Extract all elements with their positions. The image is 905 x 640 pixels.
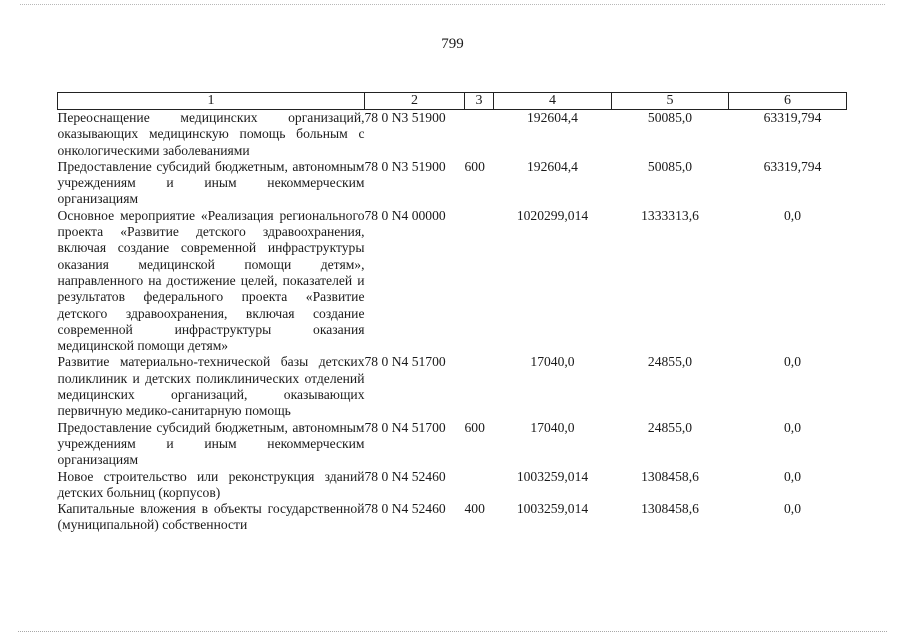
row-expense-type: 600: [464, 158, 485, 174]
row-expense-type: [465, 469, 494, 502]
table-row: [58, 354, 847, 419]
row-value-col5: 50085,0: [647, 110, 693, 125]
row-value-col5: 24855,0: [647, 354, 693, 370]
scan-edge-bottom: [18, 631, 887, 632]
row-value-col6: 63319,794: [763, 158, 822, 174]
header-row: [58, 93, 847, 110]
row-value-col5: 1308458,6: [641, 501, 699, 517]
row-expense-type: [465, 354, 494, 419]
header-col-4: 4: [494, 93, 612, 110]
header-col-5: 5: [612, 93, 729, 110]
header-col-1: 1: [58, 93, 365, 110]
row-value-col4: 1020299,014: [516, 207, 589, 223]
header-col-3: 3: [465, 93, 494, 110]
page-number: 799: [441, 36, 464, 52]
row-expense-type: 400: [464, 501, 485, 517]
row-expense-type: [465, 208, 494, 355]
row-value-col6: 0,0: [784, 207, 801, 223]
table-row: [58, 159, 847, 208]
row-expense-type: [465, 110, 494, 159]
row-value-col5: 1333313,6: [641, 207, 699, 223]
row-value-col4: 1003259,014: [516, 501, 589, 517]
row-code: 78 0 N4 52460: [364, 501, 446, 517]
row-code: 78 0 N4 51700: [364, 419, 446, 435]
table-row: [58, 110, 847, 159]
row-name: Предоставление субсидий бюджетным, автономным учреждениям и иным некоммерческим организациям: [57, 419, 365, 468]
row-name: Новое строительство или реконструкция зданий детских больниц (корпусов): [57, 468, 365, 500]
row-code: 78 0 N4 00000: [364, 207, 446, 223]
row-value-col6: 0,0: [784, 419, 801, 435]
row-code: 78 0 N3 51900: [364, 110, 446, 125]
table-row: [58, 420, 847, 469]
row-value-col6: 0,0: [784, 354, 801, 370]
scan-edge-top: [20, 4, 885, 5]
row-value-col5: 1308458,6: [641, 468, 699, 484]
row-value-col6: 0,0: [784, 468, 801, 484]
table-row: [58, 501, 847, 534]
table-row: [58, 208, 847, 355]
row-name: Основное мероприятие «Реализация регионального проекта «Развитие детского здравоохранения, включая создание современной инфраструктуры оказания медицинской помощи детям», направленного на достижение целей, показателей и результатов федерального проекта «Развитие детского здравоохранения, включая создание современной инфраструктуры оказания медицинской помощи детям»: [57, 207, 365, 354]
row-name: Развитие материально-технической базы детских поликлиник и детских поликлинических отделений медицинских организаций, оказывающих первичную медико-санитарную помощь: [57, 354, 365, 419]
header-col-6: 6: [729, 93, 847, 110]
row-code: 78 0 N3 51900: [364, 158, 446, 174]
row-value-col4: 192604,4: [527, 158, 578, 174]
row-name: Капитальные вложения в объекты государственной (муниципальной) собственности: [57, 501, 365, 533]
row-value-col5: 50085,0: [647, 158, 693, 174]
row-value-col4: 17040,0: [530, 354, 575, 370]
row-value-col6: 63319,794: [763, 110, 822, 125]
row-value-col4: 192604,4: [527, 110, 578, 125]
row-name: Переоснащение медицинских организаций, оказывающих медицинскую помощь больным с онкологическими заболеваниями: [57, 110, 365, 158]
row-value-col4: 1003259,014: [516, 468, 589, 484]
row-value-col5: 24855,0: [647, 419, 693, 435]
row-value-col6: 0,0: [784, 501, 801, 517]
row-name: Предоставление субсидий бюджетным, автономным учреждениям и иным некоммерческим организациям: [57, 158, 365, 207]
budget-table: [57, 92, 847, 534]
row-code: 78 0 N4 51700: [364, 354, 446, 370]
row-value-col4: 17040,0: [530, 419, 575, 435]
row-code: 78 0 N4 52460: [364, 468, 446, 484]
header-col-2: 2: [365, 93, 465, 110]
table-row: [58, 469, 847, 502]
row-expense-type: 600: [464, 419, 485, 435]
